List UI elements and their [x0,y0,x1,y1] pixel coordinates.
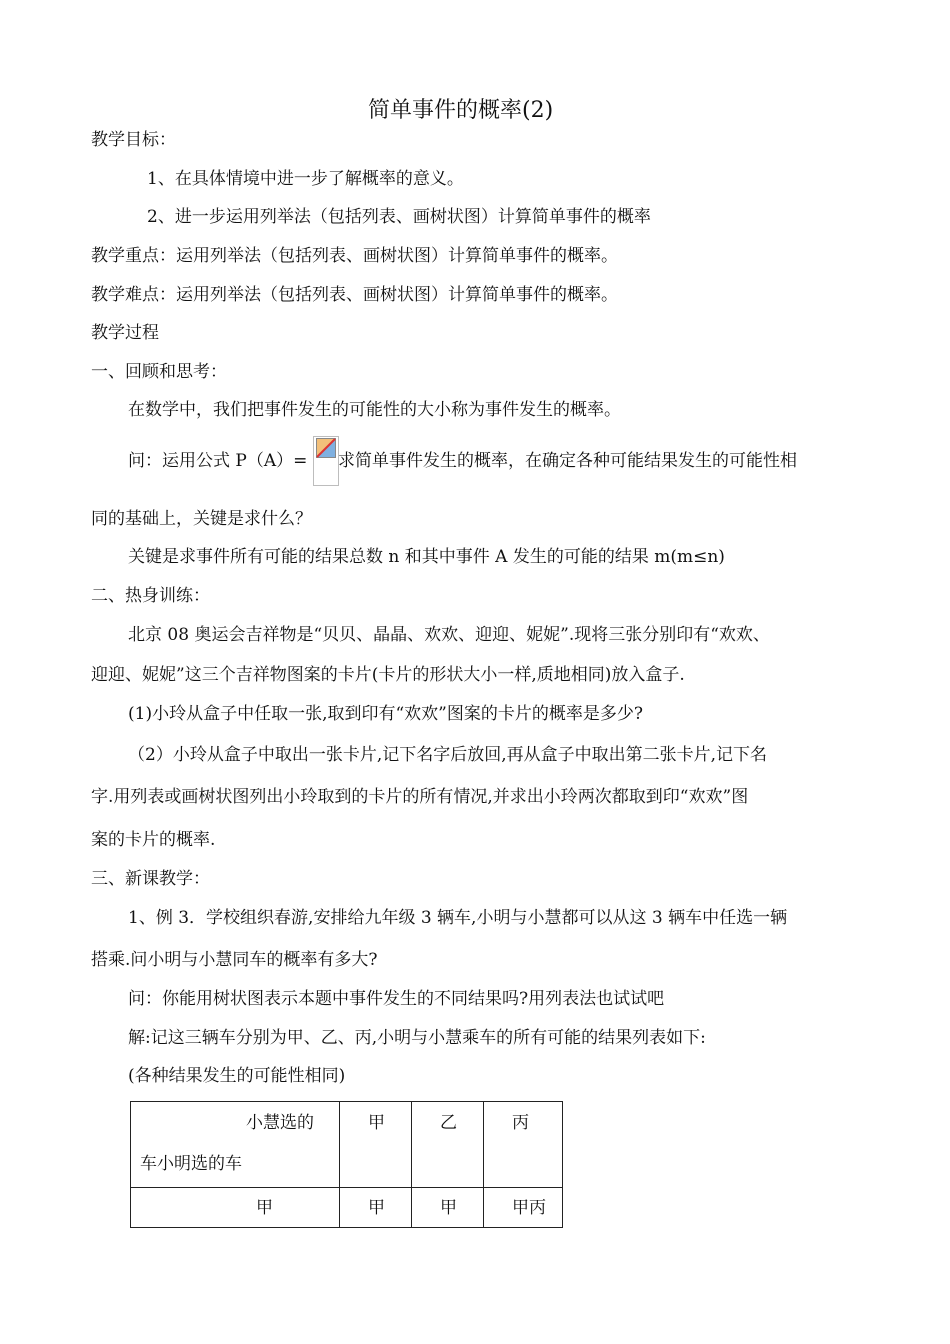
section2-question-1: (1)小玲从盒子中任取一张,取到印有“欢欢”图案的卡片的概率是多少? [128,704,643,724]
col-header-bing: 丙 [512,1113,529,1133]
section2-paragraph-line-2: 迎迎、妮妮”这三个吉祥物图案的卡片(卡片的形状大小一样,质地相同)放入盒子. [91,665,685,685]
corner-header-bottom: 车小明选的车 [140,1154,242,1174]
col-header-yi: 乙 [440,1113,457,1133]
result-table [130,1101,563,1228]
table-col-header [412,1102,484,1188]
table-row [131,1188,563,1228]
table-col-header [484,1102,563,1188]
section1-paragraph-3: 关键是求事件所有可能的结果总数 n 和其中事件 A 发生的可能的结果 m(m≤n) [128,547,725,567]
table-cell [340,1188,412,1228]
section2-question-2-line-3: 案的卡片的概率. [91,830,216,850]
example-line-1: 1、例 3．学校组织春游,安排给九年级 3 辆车,小明与小慧都可以从这 3 辆车中任选一辆 [128,908,788,928]
table-header-row [131,1102,563,1188]
objectives-heading: 教学目标： [91,130,176,150]
formula-question-continuation: 同的基础上，关键是求什么？ [91,509,312,529]
page-title: 简单事件的概率(2) [368,98,554,123]
example-solution: 解:记这三辆车分别为甲、乙、丙,小明与小慧乘车的所有可能的结果列表如下: [128,1028,706,1048]
section1-paragraph-1: 在数学中，我们把事件发生的可能性的大小称为事件发生的概率。 [128,400,621,420]
formula-question-prefix: 问：运用公式 P（A）= [128,451,308,471]
section1-heading: 一、回顾和思考： [91,362,227,382]
example-note: (各种结果发生的可能性相同) [128,1066,346,1086]
cell-value: 甲丙 [512,1198,546,1218]
objective-item-2: 2、进一步运用列举法（包括列表、画树状图）计算简单事件的概率 [147,207,651,227]
section2-heading: 二、热身训练： [91,586,210,606]
cell-value: 甲 [368,1198,385,1218]
formula-image-icon [313,436,339,486]
section3-heading: 三、新课教学： [91,869,210,889]
section2-question-2-line-1: （2）小玲从盒子中取出一张卡片,记下名字后放回,再从盒子中取出第二张卡片,记下名 [128,745,768,765]
table-corner-cell [131,1102,340,1188]
objective-item-1: 1、在具体情境中进一步了解概率的意义。 [147,169,464,189]
key-point: 教学重点：运用列举法（包括列表、画树状图）计算简单事件的概率。 [91,246,618,266]
table-cell [412,1188,484,1228]
table-row-label [131,1188,340,1228]
example-question: 问：你能用树状图表示本题中事件发生的不同结果吗?用列表法也试试吧 [128,989,665,1009]
difficult-point: 教学难点：运用列举法（包括列表、画树状图）计算简单事件的概率。 [91,285,618,305]
table-col-header [340,1102,412,1188]
section2-paragraph-line-1: 北京 08 奥运会吉祥物是“贝贝、晶晶、欢欢、迎迎、妮妮”.现将三张分别印有“欢欢、 [128,625,770,645]
section2-question-2-line-2: 字.用列表或画树状图列出小玲取到的卡片的所有情况,并求出小玲两次都取到印“欢欢”图 [91,787,749,807]
cell-value: 甲 [440,1198,457,1218]
row-label-jia: 甲 [256,1198,273,1218]
table-cell [484,1188,563,1228]
formula-question-suffix: 求简单事件发生的概率，在确定各种可能结果发生的可能性相 [338,451,797,471]
col-header-jia: 甲 [368,1113,385,1133]
corner-header-top: 小慧选的 [246,1113,314,1133]
process-heading: 教学过程 [91,323,159,343]
example-line-2: 搭乘.问小明与小慧同车的概率有多大? [91,950,378,970]
